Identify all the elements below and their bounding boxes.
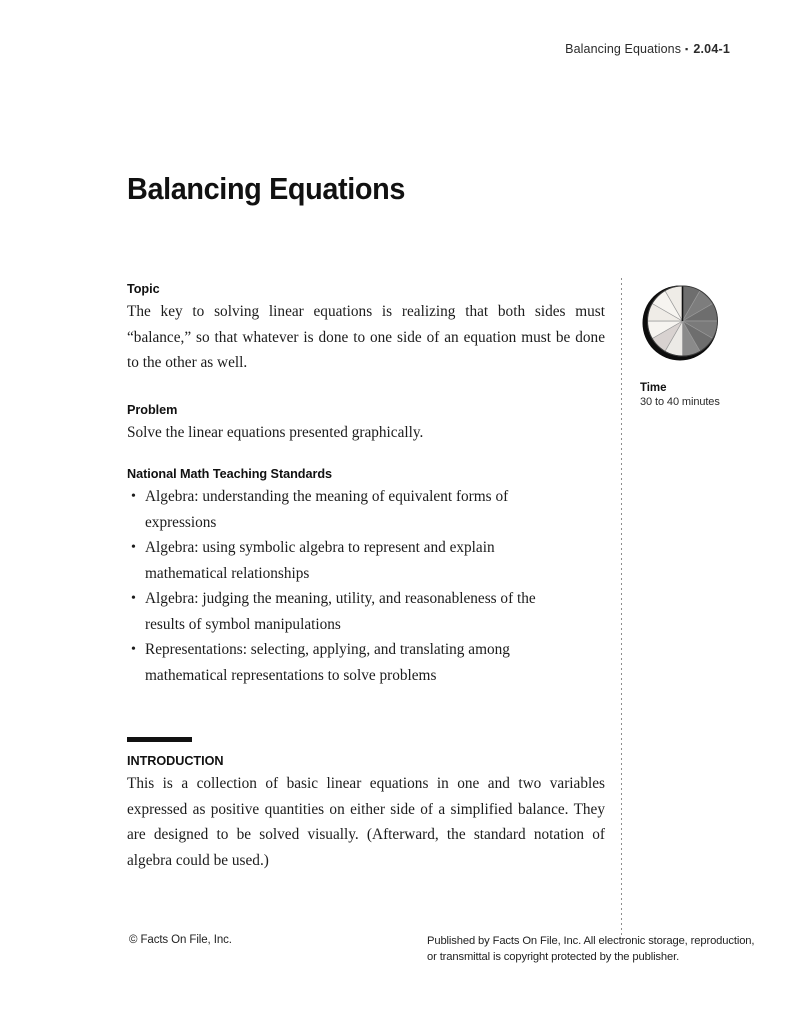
footer-publisher-line: Published by Facts On File, Inc. All electronic storage, reproduction, <box>427 935 755 947</box>
footer-copyright: © Facts On File, Inc. <box>129 934 232 946</box>
problem-heading: Problem <box>127 401 178 417</box>
footer-publisher-line: or transmittal is copyright protected by the publisher. <box>427 950 680 963</box>
topic-body: The key to solving linear equations is realizing that both sides must “balance,” so that whatever is done to one side of an equation must be done to the other as well. <box>127 303 605 371</box>
standards-heading: National Math Teaching Standards <box>127 466 333 481</box>
list-item-line: Representations: selecting, applying, and translating among <box>145 641 510 658</box>
introduction-heading: INTRODUCTION <box>127 753 224 768</box>
main-content <box>127 281 605 873</box>
page-number: 2.04-1 <box>693 42 730 56</box>
time-value: 30 to 40 minutes <box>640 396 720 408</box>
list-item <box>127 484 605 535</box>
spacer <box>127 376 605 402</box>
vertical-dotted-divider <box>621 278 622 935</box>
bullet-square-icon: ▪ <box>685 44 689 54</box>
list-item-line: Algebra: using symbolic algebra to represent and explain <box>145 539 495 556</box>
list-item-line: Algebra: understanding the meaning of equivalent forms of <box>145 488 509 505</box>
list-item-line: mathematical representations to solve problems <box>145 666 437 684</box>
list-item-line: Algebra: judging the meaning, utility, and reasonableness of the <box>145 590 536 607</box>
footer-publisher-notice <box>427 934 755 965</box>
standards-list <box>127 484 605 688</box>
list-item <box>127 637 605 688</box>
running-header-title: Balancing Equations <box>565 42 682 56</box>
list-item <box>127 586 605 637</box>
running-header <box>565 42 730 56</box>
time-pie-svg <box>640 283 720 363</box>
list-item <box>127 535 605 586</box>
time-sidebar <box>640 283 760 408</box>
section-rule <box>127 737 192 742</box>
time-label: Time <box>640 382 667 394</box>
introduction-body: This is a collection of basic linear equations in one and two variables expressed as positive quantities on either side of a simplified balance. They are designed to be solved visually. (Afterward, the standard notation of algebra could be used.) <box>127 775 605 869</box>
page-title: Balancing Equations <box>127 170 406 206</box>
list-item-line: results of symbol manipulations <box>145 615 341 633</box>
spacer <box>127 688 605 737</box>
spacer <box>127 445 605 466</box>
list-item-line: expressions <box>145 513 217 531</box>
list-item-line: mathematical relationships <box>145 564 310 582</box>
topic-heading: Topic <box>127 281 160 296</box>
problem-body: Solve the linear equations presented graphically. <box>127 423 424 441</box>
time-pie-icon <box>640 283 720 363</box>
